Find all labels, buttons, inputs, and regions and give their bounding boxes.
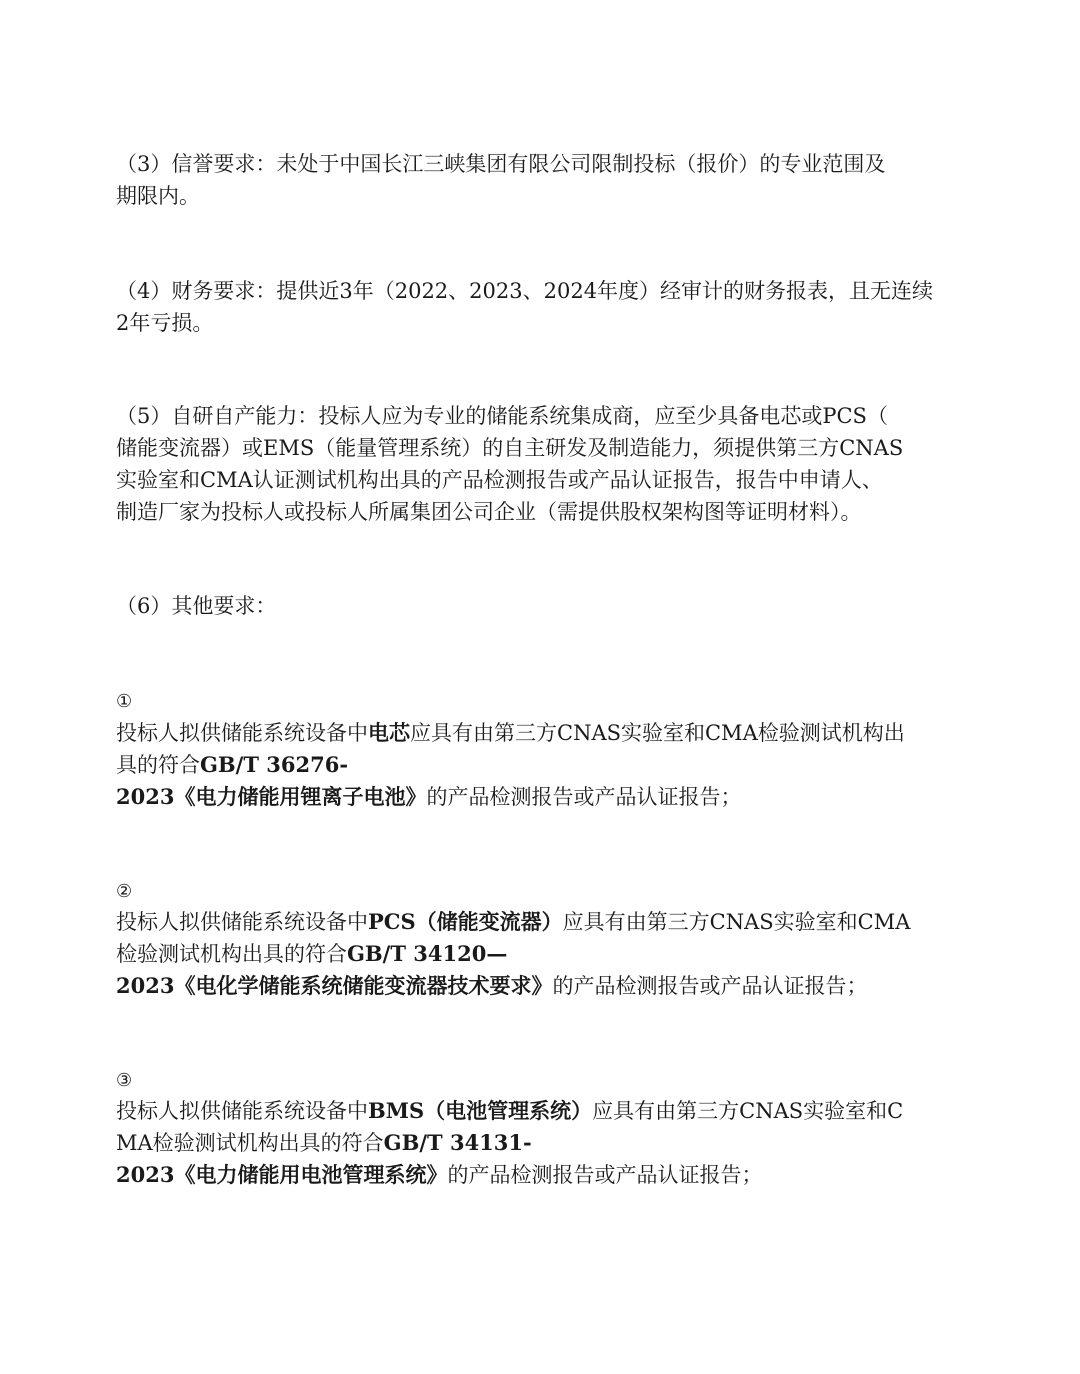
- paragraph-rd-capability: （5）自研自产能力：投标人应为专业的储能系统集成商，应至少具备电芯或PCS（ 储能变流器）或EMS（能量管理系统）的自主研发及制造能力，须提供第三方CNAS 实验室和CMA认证测试机构出具的产品检测报告或产品认证报告，报告中申请人、 制造厂家为投标人或投标人所属集团公司企业（需提供股权架构图等证明材料）。: [116, 404, 904, 524]
- circled-number-3: ③: [116, 1070, 133, 1091]
- paragraph-financial-requirement: （4）财务要求：提供近3年（2022、2023、2024年度）经审计的财务报表，且无连续 2年亏损。: [116, 279, 934, 335]
- circled-number-1: ①: [116, 691, 133, 712]
- paragraph-credit-requirement: （3）信誉要求：未处于中国长江三峡集团有限公司限制投标（报价）的专业范围及 期限内。: [116, 152, 886, 208]
- sub-item-cell-requirement: 投标人拟供储能系统设备中电芯应具有由第三方CNAS实验室和CMA检验测试机构出 具的符合GB/T 36276- 2023《电力储能用锂离子电池》的产品检测报告或产品认证报告；: [116, 720, 905, 809]
- circled-number-2: ②: [116, 881, 133, 902]
- sub-item-bms-requirement: 投标人拟供储能系统设备中BMS（电池管理系统）应具有由第三方CNAS实验室和C MA检验测试机构出具的符合GB/T 34131- 2023《电力储能用电池管理系统》的产品检测报告或产品认证报告；: [116, 1098, 904, 1187]
- paragraph-other-requirements: （6）其他要求：: [116, 594, 277, 618]
- sub-item-pcs-requirement: 投标人拟供储能系统设备中PCS（储能变流器）应具有由第三方CNAS实验室和CMA 检验测试机构出具的符合GB/T 34120— 2023《电化学储能系统储能变流器技术要求》的产品检测报告或产品认证报告；: [116, 909, 911, 998]
